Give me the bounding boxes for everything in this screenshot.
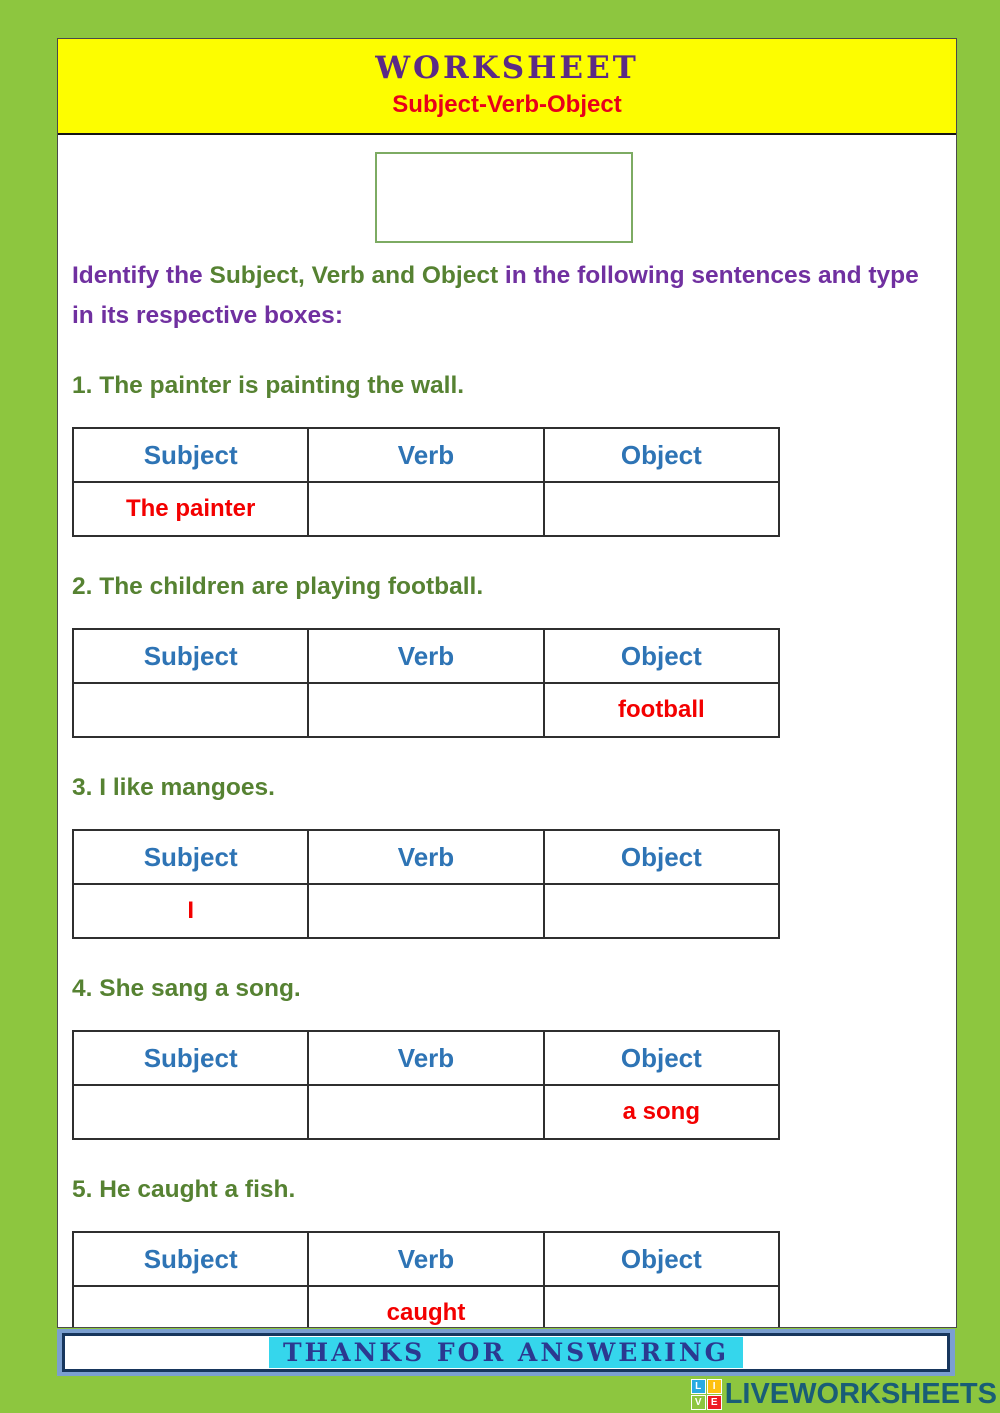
subject-header-cell: Subject xyxy=(73,1232,308,1286)
verb-answer-cell[interactable]: caught xyxy=(308,1286,543,1327)
question-block-5 xyxy=(72,1175,942,1327)
verb-header-cell: Verb xyxy=(308,1232,543,1286)
question-block-4 xyxy=(72,974,942,1140)
question-block-2 xyxy=(72,572,942,738)
object-header-cell: Object xyxy=(544,1232,779,1286)
object-answer-cell[interactable] xyxy=(544,1286,779,1327)
table-answer-row xyxy=(73,884,779,938)
thanks-banner-inner xyxy=(62,1333,950,1372)
worksheet-title: WORKSHEET xyxy=(375,50,639,86)
verb-header-cell: Verb xyxy=(308,830,543,884)
question-sentence: 3. I like mangoes. xyxy=(72,774,275,801)
instructions-prefix: Identify the xyxy=(72,262,210,289)
object-answer-cell[interactable]: a song xyxy=(544,1085,779,1139)
table-header-row xyxy=(73,428,779,482)
svo-table-2 xyxy=(72,628,780,738)
table-answer-row xyxy=(73,1085,779,1139)
object-answer-cell[interactable]: football xyxy=(544,683,779,737)
object-header-cell: Object xyxy=(544,629,779,683)
thanks-text: THANKS FOR ANSWERING xyxy=(269,1337,743,1368)
subject-answer-cell[interactable]: The painter xyxy=(73,482,308,536)
object-answer-cell[interactable] xyxy=(544,482,779,536)
logo-square-i: I xyxy=(707,1379,722,1394)
subject-answer-cell[interactable]: I xyxy=(73,884,308,938)
subject-header-cell: Subject xyxy=(73,830,308,884)
table-header-row xyxy=(73,1031,779,1085)
table-header-row xyxy=(73,830,779,884)
object-answer-cell[interactable] xyxy=(544,884,779,938)
thanks-banner xyxy=(57,1329,955,1376)
question-sentence: 2. The children are playing football. xyxy=(72,573,484,600)
verb-answer-cell[interactable] xyxy=(308,482,543,536)
table-answer-row xyxy=(73,683,779,737)
verb-header-cell: Verb xyxy=(308,1031,543,1085)
verb-header-cell: Verb xyxy=(308,629,543,683)
question-block-1 xyxy=(72,371,942,537)
subject-answer-cell[interactable] xyxy=(73,1085,308,1139)
liveworksheets-logo[interactable] xyxy=(691,1378,997,1410)
verb-answer-cell[interactable] xyxy=(308,1085,543,1139)
svo-table-4 xyxy=(72,1030,780,1140)
worksheet-page xyxy=(57,38,957,1328)
worksheet-header xyxy=(58,39,956,135)
worksheet-subtitle: Subject-Verb-Object xyxy=(392,91,622,118)
question-sentence: 4. She sang a song. xyxy=(72,975,301,1002)
table-header-row xyxy=(73,1232,779,1286)
question-block-3 xyxy=(72,773,942,939)
subject-answer-cell[interactable] xyxy=(73,1286,308,1327)
instructions-suffix: in the following sentences and type in its respective boxes: xyxy=(72,262,919,329)
table-answer-row xyxy=(73,1286,779,1327)
object-header-cell: Object xyxy=(544,1031,779,1085)
logo-square-v: V xyxy=(691,1395,706,1410)
content-area xyxy=(58,135,956,1327)
svo-table-1 xyxy=(72,427,780,537)
question-sentence: 1. The painter is painting the wall. xyxy=(72,372,465,399)
svo-table-5 xyxy=(72,1231,780,1327)
subject-header-cell: Subject xyxy=(73,629,308,683)
instructions-text xyxy=(72,256,942,336)
table-header-row xyxy=(73,629,779,683)
subject-answer-cell[interactable] xyxy=(73,683,308,737)
object-header-cell: Object xyxy=(544,830,779,884)
instructions-emphasis: Subject, Verb and Object xyxy=(209,262,499,289)
verb-answer-cell[interactable] xyxy=(308,683,543,737)
svo-table-3 xyxy=(72,829,780,939)
logo-wordmark: LIVEWORKSHEETS xyxy=(724,1378,997,1410)
question-sentence: 5. He caught a fish. xyxy=(72,1176,296,1203)
liveworksheets-grid-icon xyxy=(691,1379,722,1410)
subject-header-cell: Subject xyxy=(73,1031,308,1085)
logo-square-l: L xyxy=(691,1379,706,1394)
subject-header-cell: Subject xyxy=(73,428,308,482)
table-answer-row xyxy=(73,482,779,536)
logo-square-e: E xyxy=(707,1395,722,1410)
verb-header-cell: Verb xyxy=(308,428,543,482)
verb-answer-cell[interactable] xyxy=(308,884,543,938)
object-header-cell: Object xyxy=(544,428,779,482)
blank-entry-box[interactable] xyxy=(375,152,633,243)
